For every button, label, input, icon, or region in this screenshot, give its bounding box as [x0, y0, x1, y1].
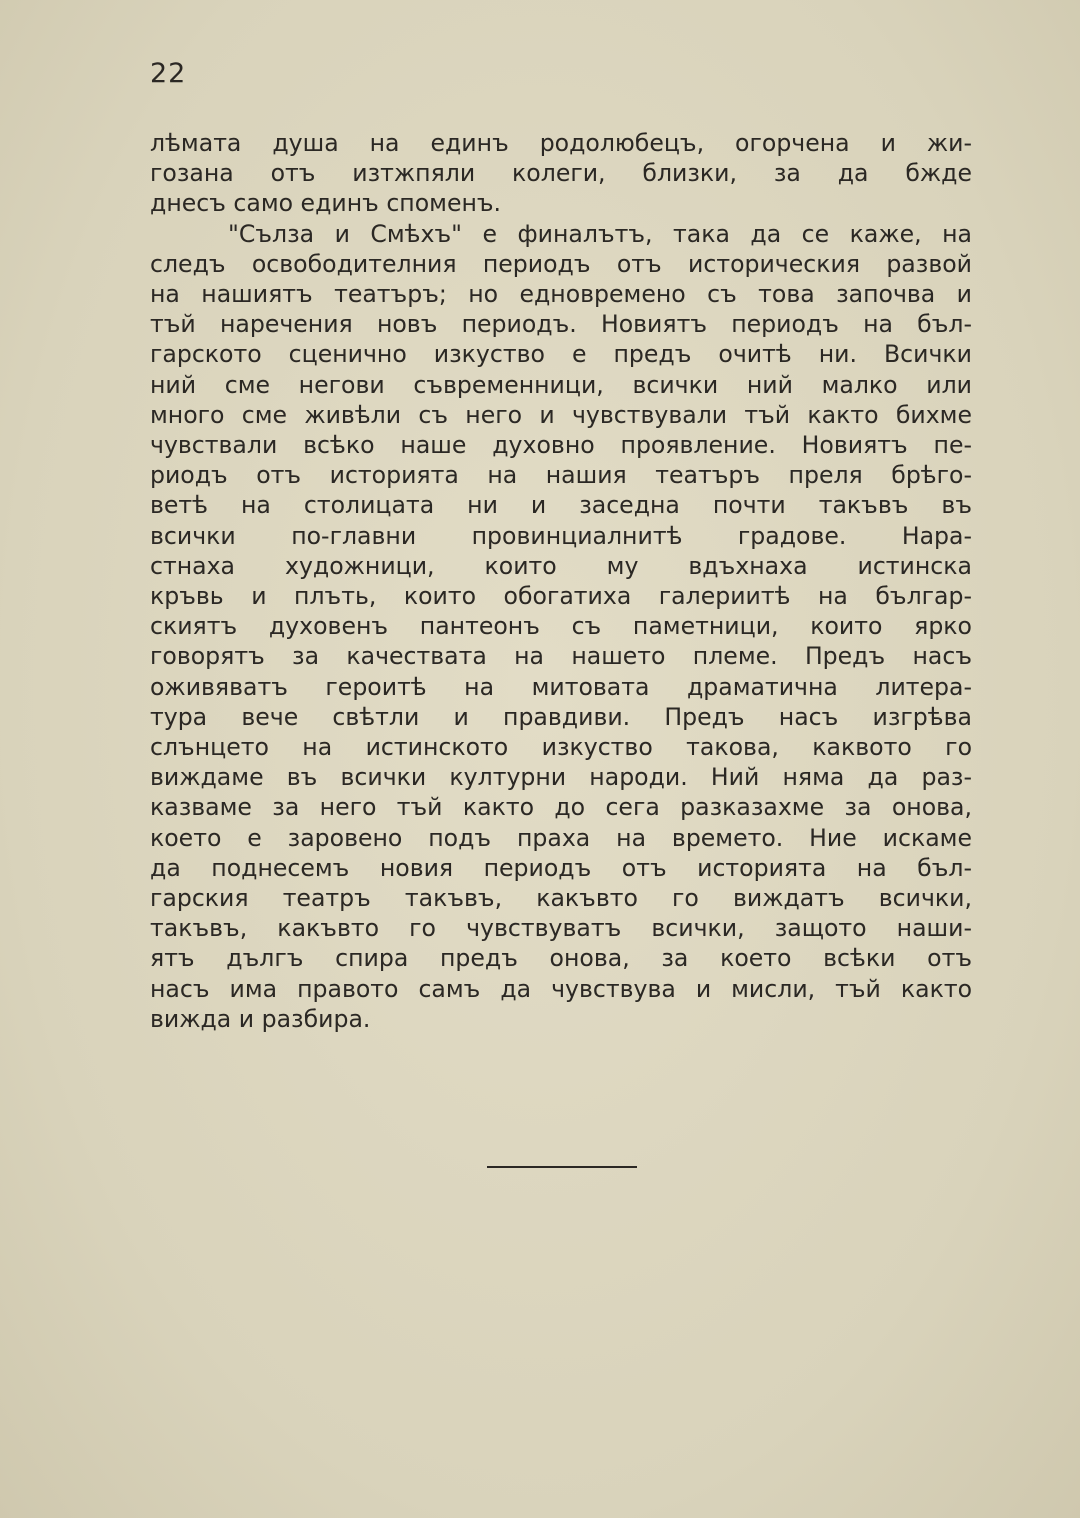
text-line: кръвь и плъть, които обогатиха галериитѣ на българ-: [150, 582, 972, 611]
text-line: всички по-главни провинциалнитѣ градове. Нара-: [150, 521, 972, 550]
text-line: скиятъ духовенъ пантеонъ съ паметници, които ярко: [150, 612, 972, 641]
paragraph-start-line: "Сълза и Смѣхъ" е финалътъ, така да се каже, на: [228, 219, 972, 248]
text-line: днесъ само единъ споменъ.: [150, 189, 502, 218]
text-line: тъй наречения новъ периодъ. Новиятъ периодъ на бъл-: [150, 310, 972, 339]
text-line: такъвъ, какъвто го чувствуватъ всички, защото наши-: [150, 914, 972, 943]
text-line: гозана отъ изтжпяли колеги, близки, за да бжде: [150, 159, 972, 188]
text-line: много сме живѣли съ него и чувствували тъй както бихме: [150, 400, 972, 429]
text-line: да поднесемъ новия периодъ отъ историята на бъл-: [150, 853, 972, 882]
text-line: гарското сценично изкуство е предъ очитѣ ни. Всички: [150, 340, 972, 369]
text-line: слънцето на истинското изкуство такова, каквото го: [150, 733, 972, 762]
text-line: ятъ дългъ спира предъ онова, за което всѣки отъ: [150, 944, 972, 973]
text-line: виждаме въ всички културни народи. Ний няма да раз-: [150, 763, 972, 792]
body-text: [150, 128, 972, 1034]
text-line: лѣмата душа на единъ родолюбецъ, огорчена и жи-: [150, 129, 972, 157]
scan-bottom-edge: [0, 1518, 1080, 1528]
text-line: вижда и разбира.: [150, 1004, 371, 1033]
text-line: тура вече свѣтли и правдиви. Предъ насъ изгрѣва: [150, 702, 972, 731]
text-line: на нашиятъ театъръ; но едновремено съ това започва и: [150, 280, 972, 309]
text-line: гарския театръ такъвъ, какъвто го виждатъ всички,: [150, 884, 972, 913]
text-line: оживяватъ героитѣ на митовата драматична литера-: [150, 672, 972, 701]
text-line: казваме за него тъй както до сега разказахме за онова,: [150, 793, 972, 822]
text-line: което е заровено подъ праха на времето. Ние искаме: [150, 823, 972, 852]
text-line: ний сме негови съвременници, всички ний малко или: [150, 370, 972, 399]
text-line: говорятъ за качествата на нашето племе. Предъ насъ: [150, 642, 972, 671]
page-number: 22: [150, 58, 187, 89]
text-line: насъ има правото самъ да чувствува и мисли, тъй както: [150, 974, 972, 1003]
section-end-rule: [487, 1166, 637, 1168]
text-line: чувствали всѣко наше духовно проявление. Новиятъ пе-: [150, 431, 972, 460]
text-line: стнаха художници, които му вдъхнаха истинска: [150, 551, 972, 580]
text-line: риодъ отъ историята на нашия театъръ преля брѣго-: [150, 461, 972, 490]
text-line: следъ освободителния периодъ отъ историческия развой: [150, 249, 972, 278]
text-line: ветѣ на столицата ни и заседна почти такъвъ въ: [150, 491, 972, 520]
